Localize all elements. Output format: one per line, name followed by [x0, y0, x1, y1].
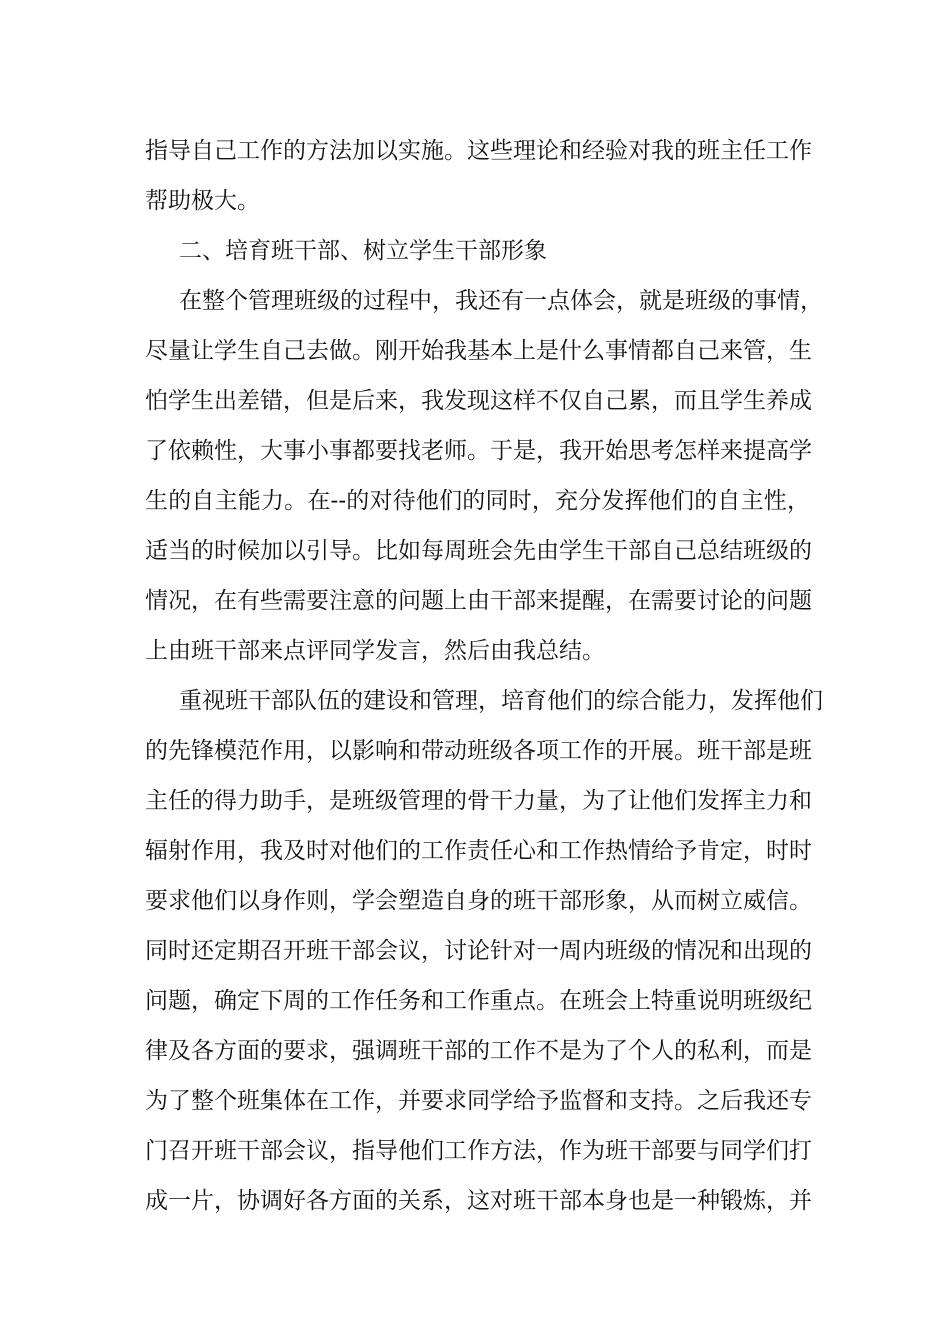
text-line: 门召开班干部会议，指导他们工作方法，作为班干部要与同学们打: [145, 1138, 812, 1164]
text-line: 重视班干部队伍的建设和管理，培育他们的综合能力，发挥他们: [179, 688, 823, 714]
text-line: 为了整个班集体在工作，并要求同学给予监督和支持。之后我还专: [145, 1088, 812, 1114]
text-line: 帮助极大。: [145, 188, 260, 214]
text-line: 主任的得力助手，是班级管理的骨干力量，为了让他们发挥主力和: [145, 788, 812, 814]
text-line: 生的自主能力。在--的对待他们的同时，充分发挥他们的自主性，: [145, 488, 810, 514]
text-line: 尽量让学生自己去做。刚开始我基本上是什么事情都自己来管，生: [145, 338, 812, 364]
text-line: 在整个管理班级的过程中，我还有一点体会，就是班级的事情，: [179, 288, 823, 314]
text-line: 成一片，协调好各方面的关系，这对班干部本身也是一种锻炼，并: [145, 1188, 812, 1214]
text-line: 同时还定期召开班干部会议，讨论针对一周内班级的情况和出现的: [145, 938, 812, 964]
text-line: 怕学生出差错，但是后来，我发现这样不仅自己累，而且学生养成: [145, 388, 812, 414]
text-line: 上由班干部来点评同学发言，然后由我总结。: [145, 638, 605, 664]
text-line: 了依赖性，大事小事都要找老师。于是，我开始思考怎样来提高学: [145, 438, 812, 464]
text-line: 情况，在有些需要注意的问题上由干部来提醒，在需要讨论的问题: [145, 588, 812, 614]
text-line: 律及各方面的要求，强调班干部的工作不是为了个人的私利，而是: [145, 1038, 812, 1064]
text-line: 的先锋模范作用，以影响和带动班级各项工作的开展。班干部是班: [145, 738, 812, 764]
text-line: 问题，确定下周的工作任务和工作重点。在班会上特重说明班级纪: [145, 988, 812, 1014]
text-line: 辐射作用，我及时对他们的工作责任心和工作热情给予肯定，时时: [145, 838, 812, 864]
document-body: [145, 126, 823, 1226]
text-line: 要求他们以身作则，学会塑造自身的班干部形象，从而树立威信。: [145, 888, 812, 914]
text-line: 指导自己工作的方法加以实施。这些理论和经验对我的班主任工作: [145, 138, 812, 164]
section-heading: 二、培育班干部、树立学生干部形象: [179, 238, 547, 264]
text-line: 适当的时候加以引导。比如每周班会先由学生干部自己总结班级的: [145, 538, 812, 564]
